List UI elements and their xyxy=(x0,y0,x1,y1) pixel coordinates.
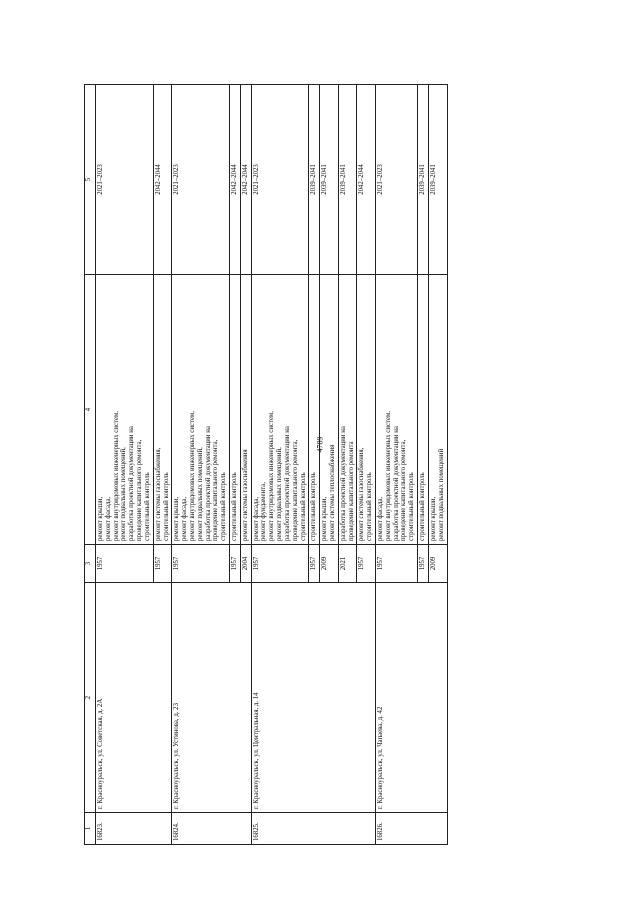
table-header-row xyxy=(85,85,96,845)
period-cell: 2021–2023 xyxy=(376,85,418,275)
work-list-cell: ремонт крыши, ремонт фасада, ремонт внутридомовых инженерных систем, ремонт подвальных помещений, разработка проектной документации на проведение капитального ремонта, строительный контроль xyxy=(172,275,230,545)
work-list-cell: ремонт крыши, ремонт фасада, ремонт внутридомовых инженерных систем, ремонт подвальных помещений, разработка проектной документации на проведение капитального ремонта, строительный контроль xyxy=(96,275,154,545)
work-list-cell: разработка проектной документации на проведение капитального ремонта xyxy=(338,275,357,545)
table-row xyxy=(376,85,418,845)
period-cell: 2042–2044 xyxy=(153,85,172,275)
period-cell: 2042–2044 xyxy=(240,85,251,275)
header-col-2: 2 xyxy=(85,583,96,813)
record-number: 16825. xyxy=(251,813,375,845)
work-list-cell: ремонт крыши, ремонт системы теплоснабжения xyxy=(320,275,339,545)
table-row xyxy=(251,85,309,845)
period-cell: 2039–2041 xyxy=(320,85,339,275)
work-list-cell: ремонт системы газоснабжения xyxy=(240,275,251,545)
period-cell: 2039–2041 xyxy=(428,85,447,275)
year-cell: 1957 xyxy=(251,545,309,583)
table-body xyxy=(96,85,448,845)
period-cell: 2039–2041 xyxy=(309,85,320,275)
year-cell: 1957 xyxy=(418,545,429,583)
table-row xyxy=(172,85,230,845)
address-cell: г. Красноуральск, ул. Устинова, д. 23 xyxy=(172,583,251,813)
year-cell: 2021 xyxy=(338,545,357,583)
header-col-1: 1 xyxy=(85,813,96,845)
period-cell: 2039–2041 xyxy=(418,85,429,275)
year-cell: 1957 xyxy=(376,545,418,583)
work-list-cell: строительный контроль xyxy=(230,275,241,545)
period-cell: 2042–2044 xyxy=(230,85,241,275)
page-number: 4789 xyxy=(315,436,325,453)
work-list-cell: ремонт системы газоснабжения, строительный контроль xyxy=(357,275,376,545)
year-cell: 2009 xyxy=(428,545,447,583)
work-list-cell: ремонт фасада, ремонт фундамента, ремонт внутридомовых инженерных систем, ремонт подвальных помещений, разработка проектной документации на проведение капитального ремонта, строительный контроль xyxy=(251,275,309,545)
year-cell: 1957 xyxy=(153,545,172,583)
address-cell: г. Красноуральск, ул. Центральная, д. 14 xyxy=(251,583,375,813)
record-number: 16826. xyxy=(376,813,448,845)
period-cell: 2039–2041 xyxy=(338,85,357,275)
address-cell: г. Красноуральск, ул. Советская, д. 2А xyxy=(96,583,172,813)
header-col-4: 4 xyxy=(85,275,96,545)
period-cell: 2021–2023 xyxy=(251,85,309,275)
period-cell: 2021–2023 xyxy=(96,85,154,275)
year-cell: 2009 xyxy=(320,545,339,583)
header-col-3: 3 xyxy=(85,545,96,583)
work-list-cell: строительный контроль xyxy=(309,275,320,545)
work-list-cell: ремонт крыши, ремонт подвальных помещений xyxy=(428,275,447,545)
year-cell: 1957 xyxy=(357,545,376,583)
year-cell: 1957 xyxy=(230,545,241,583)
repair-schedule-table xyxy=(84,84,448,845)
record-number: 16824. xyxy=(172,813,251,845)
period-cell: 2042–2044 xyxy=(357,85,376,275)
year-cell: 1957 xyxy=(96,545,154,583)
work-list-cell: строительный контроль xyxy=(418,275,429,545)
address-cell: г. Красноуральск, ул. Чапаева, д. 42 xyxy=(376,583,448,813)
period-cell: 2021–2023 xyxy=(172,85,230,275)
table-row xyxy=(96,85,154,845)
rotated-table-container xyxy=(84,85,602,845)
year-cell: 2004 xyxy=(240,545,251,583)
year-cell: 1957 xyxy=(172,545,230,583)
work-list-cell: ремонт системы газоснабжения, строительный контроль xyxy=(153,275,172,545)
year-cell: 1957 xyxy=(309,545,320,583)
record-number: 16823. xyxy=(96,813,172,845)
header-col-5: 5 xyxy=(85,85,96,275)
work-list-cell: ремонт фасада, ремонт внутридомовых инженерных систем, разработка проектной документации на проведение капитального ремонта, строительный контроль xyxy=(376,275,418,545)
